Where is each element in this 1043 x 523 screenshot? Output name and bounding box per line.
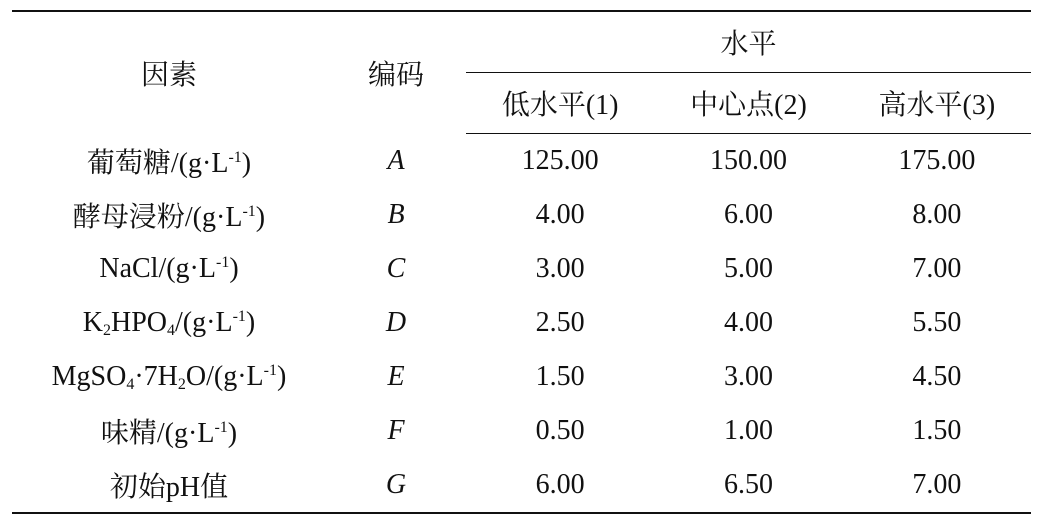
table-row	[12, 458, 1031, 513]
row-mid: 6.00	[723, 199, 773, 230]
row-high: 1.50	[912, 415, 962, 446]
table-row	[12, 296, 1031, 350]
row-factor: $MgSO_4\cdot 7H_2O/(g\cdot L^{-1})$	[51, 360, 287, 393]
row-factor: 味精$/(g\cdot L^{-1})$	[100, 418, 238, 449]
table-row	[12, 350, 1031, 404]
header-level-high: 高水平(3)	[843, 73, 1031, 134]
row-code: B	[387, 199, 405, 230]
row-code: F	[387, 415, 405, 446]
row-high: 7.00	[843, 458, 1031, 513]
row-mid: 3.00	[723, 361, 773, 392]
row-mid: 6.50	[654, 458, 842, 513]
row-factor: 葡萄糖$/(g\cdot L^{-1})$	[86, 147, 252, 179]
row-mid: 5.00	[723, 253, 773, 284]
row-code: C	[386, 253, 406, 284]
header-level-mid: 中心点(2)	[654, 73, 842, 134]
row-mid: 1.00	[723, 415, 773, 446]
row-factor: 初始pH值	[12, 458, 326, 513]
table-row	[12, 134, 1031, 189]
row-mid: 150.00	[709, 145, 787, 176]
row-high: 4.50	[912, 361, 962, 392]
table-row	[12, 404, 1031, 458]
table-header-row	[12, 11, 1031, 73]
row-high: 7.00	[912, 253, 962, 284]
table-row	[12, 242, 1031, 296]
row-mid: 4.00	[723, 307, 773, 338]
row-code: D	[385, 307, 407, 338]
row-low: 4.00	[535, 199, 585, 230]
row-factor: $K_2HPO_4/(g\cdot L^{-1})$	[82, 306, 256, 339]
row-low: 0.50	[535, 415, 585, 446]
table-row	[12, 188, 1031, 242]
row-high: 5.50	[912, 307, 962, 338]
row-code: A	[387, 144, 405, 176]
header-factor: 因素	[12, 11, 326, 134]
header-level-low: 低水平(1)	[466, 73, 654, 134]
row-low: 125.00	[521, 145, 599, 176]
row-code: E	[387, 361, 405, 392]
row-high: 175.00	[898, 145, 976, 176]
row-low: 6.00	[466, 458, 654, 513]
row-high: 8.00	[912, 199, 962, 230]
row-factor: NaCl/$(g\cdot L^{-1})$	[99, 253, 239, 284]
header-code: 编码	[326, 11, 466, 134]
row-low: 3.00	[535, 253, 585, 284]
row-low: 2.50	[535, 307, 585, 338]
header-level: 水平	[466, 11, 1031, 73]
row-code: G	[326, 458, 466, 513]
row-factor: 酵母浸粉$/(g\cdot L^{-1})$	[72, 202, 266, 233]
row-low: 1.50	[535, 361, 585, 392]
factor-level-table	[12, 10, 1031, 514]
